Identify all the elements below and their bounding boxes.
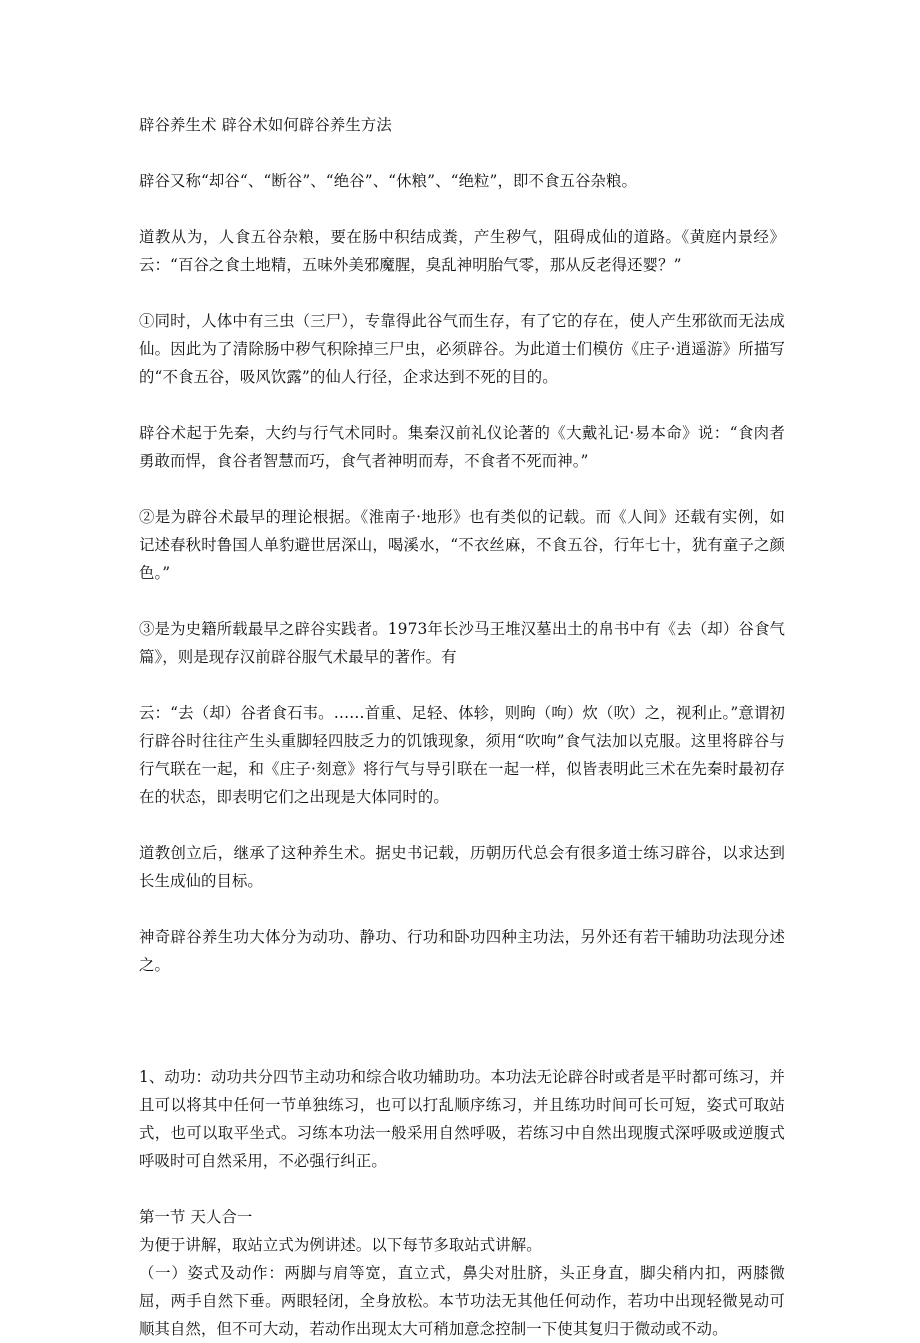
paragraph-origin: 辟谷术起于先秦，大约与行气术同时。集秦汉前礼仪论著的《大戴礼记·易本命》说：“食肉者勇敢而悍，食谷者智慧而巧，食气者神明而寿，不食者不死而神。”	[139, 424, 785, 470]
paragraph-tradition: 道教创立后，继承了这种养生术。据史书记载，历朝历代总会有很多道士练习辟谷，以求达到长生成仙的目标。	[139, 844, 785, 890]
section-one-line: 为便于讲解，取站立式为例讲述。以下每节多取站式讲解。	[139, 1236, 542, 1254]
paragraph-history: ③是为史籍所载最早之辟谷实践者。1973年长沙马王堆汉墓出土的帛书中有《去（却）谷食气篇》，则是现存汉前辟谷服气术最早的著作。有	[139, 620, 785, 666]
section-one-line: （一）姿式及动作：两脚与肩等宽，直立式，鼻尖对肚脐，头正身直，脚尖稍内扣，两膝微屈，两手自然下垂。两眼轻闭，全身放松。本节功法无其他任何动作，若功中出现轻微晃动可顺其自然，但不可大动，若动作出现太大可稍加意念控制一下使其复归于微动或不动。	[139, 1264, 785, 1338]
paragraph-three-worms: ①同时，人体中有三虫（三尸），专靠得此谷气而生存，有了它的存在，使人产生邪欲而无法成仙。因此为了清除肠中秽气积除掉三尸虫，必须辟谷。为此道士们模仿《庄子·逍遥游》所描写的“不食五谷，吸风饮露”的仙人行径，企求达到不死的目的。	[139, 312, 785, 386]
paragraph-taoist-view: 道教从为，人食五谷杂粮，要在肠中积结成粪，产生秽气，阻碍成仙的道路。《黄庭内景经》云：“百谷之食土地精，五味外美邪魔腥，臭乱神明胎气零，那从反老得还婴？”	[139, 228, 785, 274]
section-one-intro: 1、动功：动功共分四节主动功和综合收功辅助功。本功法无论辟谷时或者是平时都可练习，并且可以将其中任何一节单独练习，也可以打乱顺序练习，并且练功时间可长可短，姿式可取站式，也可以取平坐式。习练本功法一般采用自然呼吸，若练习中自然出现腹式深呼吸或逆腹式呼吸时可自然采用，不必强行纠正。	[139, 1068, 785, 1170]
document-title: 辟谷养生术 辟谷术如何辟谷养生方法	[139, 116, 392, 134]
paragraph-definition: 辟谷又称“却谷“、“断谷”、“绝谷”、“休粮”、“绝粒”，即不食五谷杂粮。	[139, 172, 637, 190]
section-one-heading: 第一节 天人合一	[139, 1208, 253, 1226]
paragraph-methods: 神奇辟谷养生功大体分为动功、静功、行功和卧功四种主功法，另外还有若干辅助功法现分述之。	[139, 928, 785, 974]
paragraph-quote: 云：“去（却）谷者食石韦。……首重、足轻、体轸，则昫（呴）炊（吹）之，视利止。”意谓初行辟谷时往往产生头重脚轻四肢乏力的饥饿现象，须用“吹呴”食气法加以克服。这里将辟谷与行气联在一起，和《庄子·刻意》将行气与导引联在一起一样，似皆表明此三术在先秦时最初存在的状态，即表明它们之出现是大体同时的。	[139, 704, 785, 806]
paragraph-theory: ②是为辟谷术最早的理论根据。《淮南子·地形》也有类似的记载。而《人间》还载有实例，如记述春秋时鲁国人单豹避世居深山，喝溪水，“不衣丝麻，不食五谷，行年七十，犹有童子之颜色。”	[139, 508, 785, 582]
document-page	[139, 111, 785, 1343]
